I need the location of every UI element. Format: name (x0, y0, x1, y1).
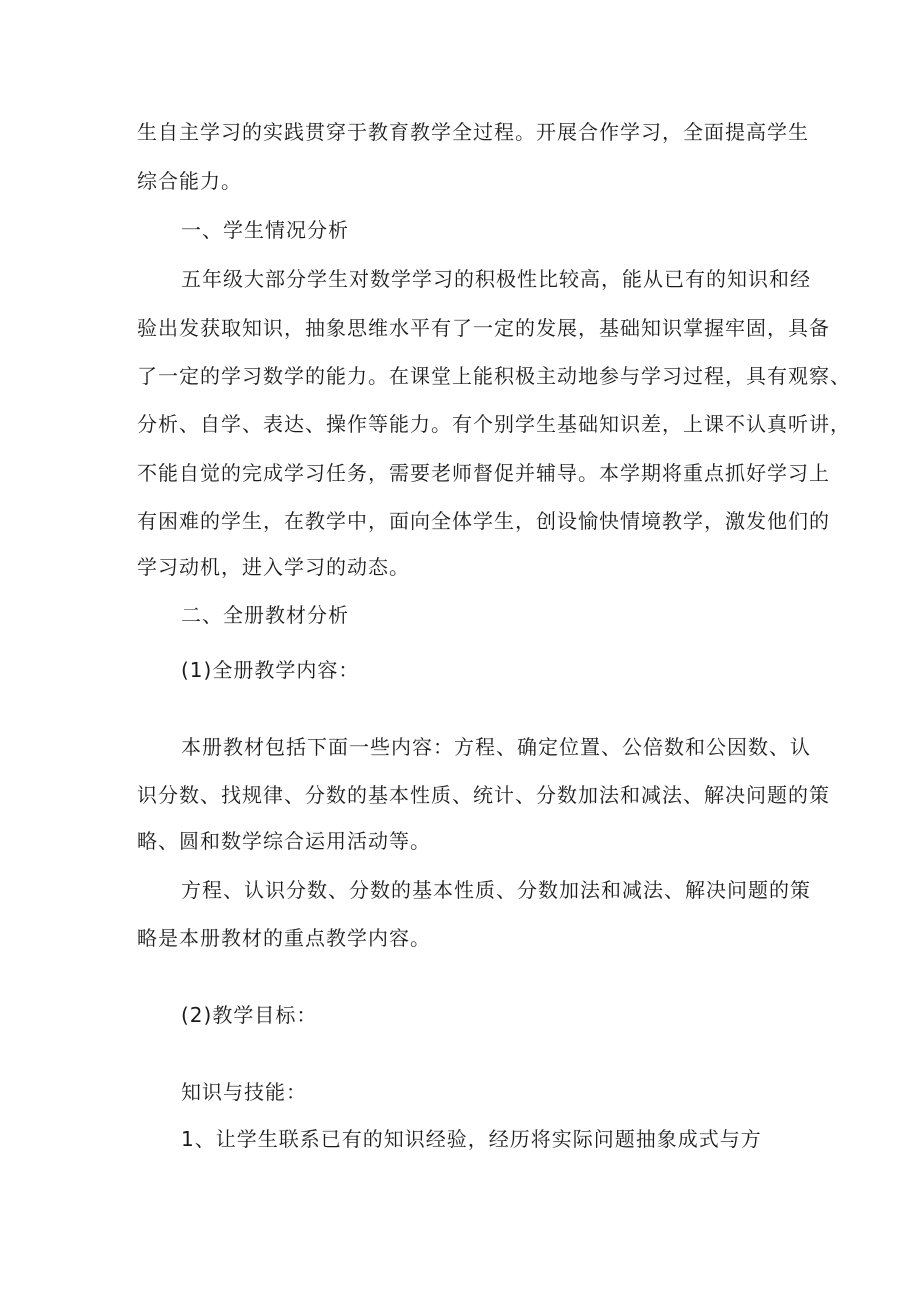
paragraph-line: 了一定的学习数学的能力。在课堂上能积极主动地参与学习过程，具有观察、 (137, 364, 851, 388)
paragraph-line: 验出发获取知识，抽象思维水平有了一定的发展，基础知识掌握牢固，具备 (137, 316, 830, 340)
paragraph-line: 有困难的学生，在教学中，面向全体学生，创设愉快情境教学，激发他们的 (137, 509, 830, 533)
subsection-heading: 知识与技能： (181, 1080, 307, 1104)
subsection-heading: (2)教学目标： (181, 1003, 318, 1027)
paragraph-line: 分析、自学、表达、操作等能力。有个别学生基础知识差，上课不认真听讲， (137, 412, 851, 436)
section-heading: 一、学生情况分析 (181, 218, 349, 242)
paragraph-line: 本册教材包括下面一些内容：方程、确定位置、公倍数和公因数、认 (181, 735, 811, 759)
paragraph-line: 学习动机，进入学习的动态。 (137, 555, 410, 579)
paragraph-line: 识分数、找规律、分数的基本性质、统计、分数加法和减法、解决问题的策 (137, 783, 830, 807)
paragraph-line: 不能自觉的完成学习任务，需要老师督促并辅导。本学期将重点抓好学习上 (137, 461, 830, 485)
paragraph-line: 综合能力。 (137, 169, 242, 193)
paragraph-line: 略、圆和数学综合运用活动等。 (137, 829, 431, 853)
subsection-heading: (1)全册教学内容： (181, 658, 360, 682)
paragraph-line: 五年级大部分学生对数学学习的积极性比较高，能从已有的知识和经 (181, 267, 811, 291)
paragraph-line: 方程、认识分数、分数的基本性质、分数加法和减法、解决问题的策 (181, 878, 811, 902)
paragraph-line: 生自主学习的实践贯穿于教育教学全过程。开展合作学习，全面提高学生 (137, 120, 809, 144)
section-heading: 二、全册教材分析 (181, 603, 349, 627)
paragraph-line: 略是本册教材的重点教学内容。 (137, 926, 431, 950)
paragraph-line: 1、让学生联系已有的知识经验，经历将实际问题抽象成式与方 (181, 1127, 762, 1151)
